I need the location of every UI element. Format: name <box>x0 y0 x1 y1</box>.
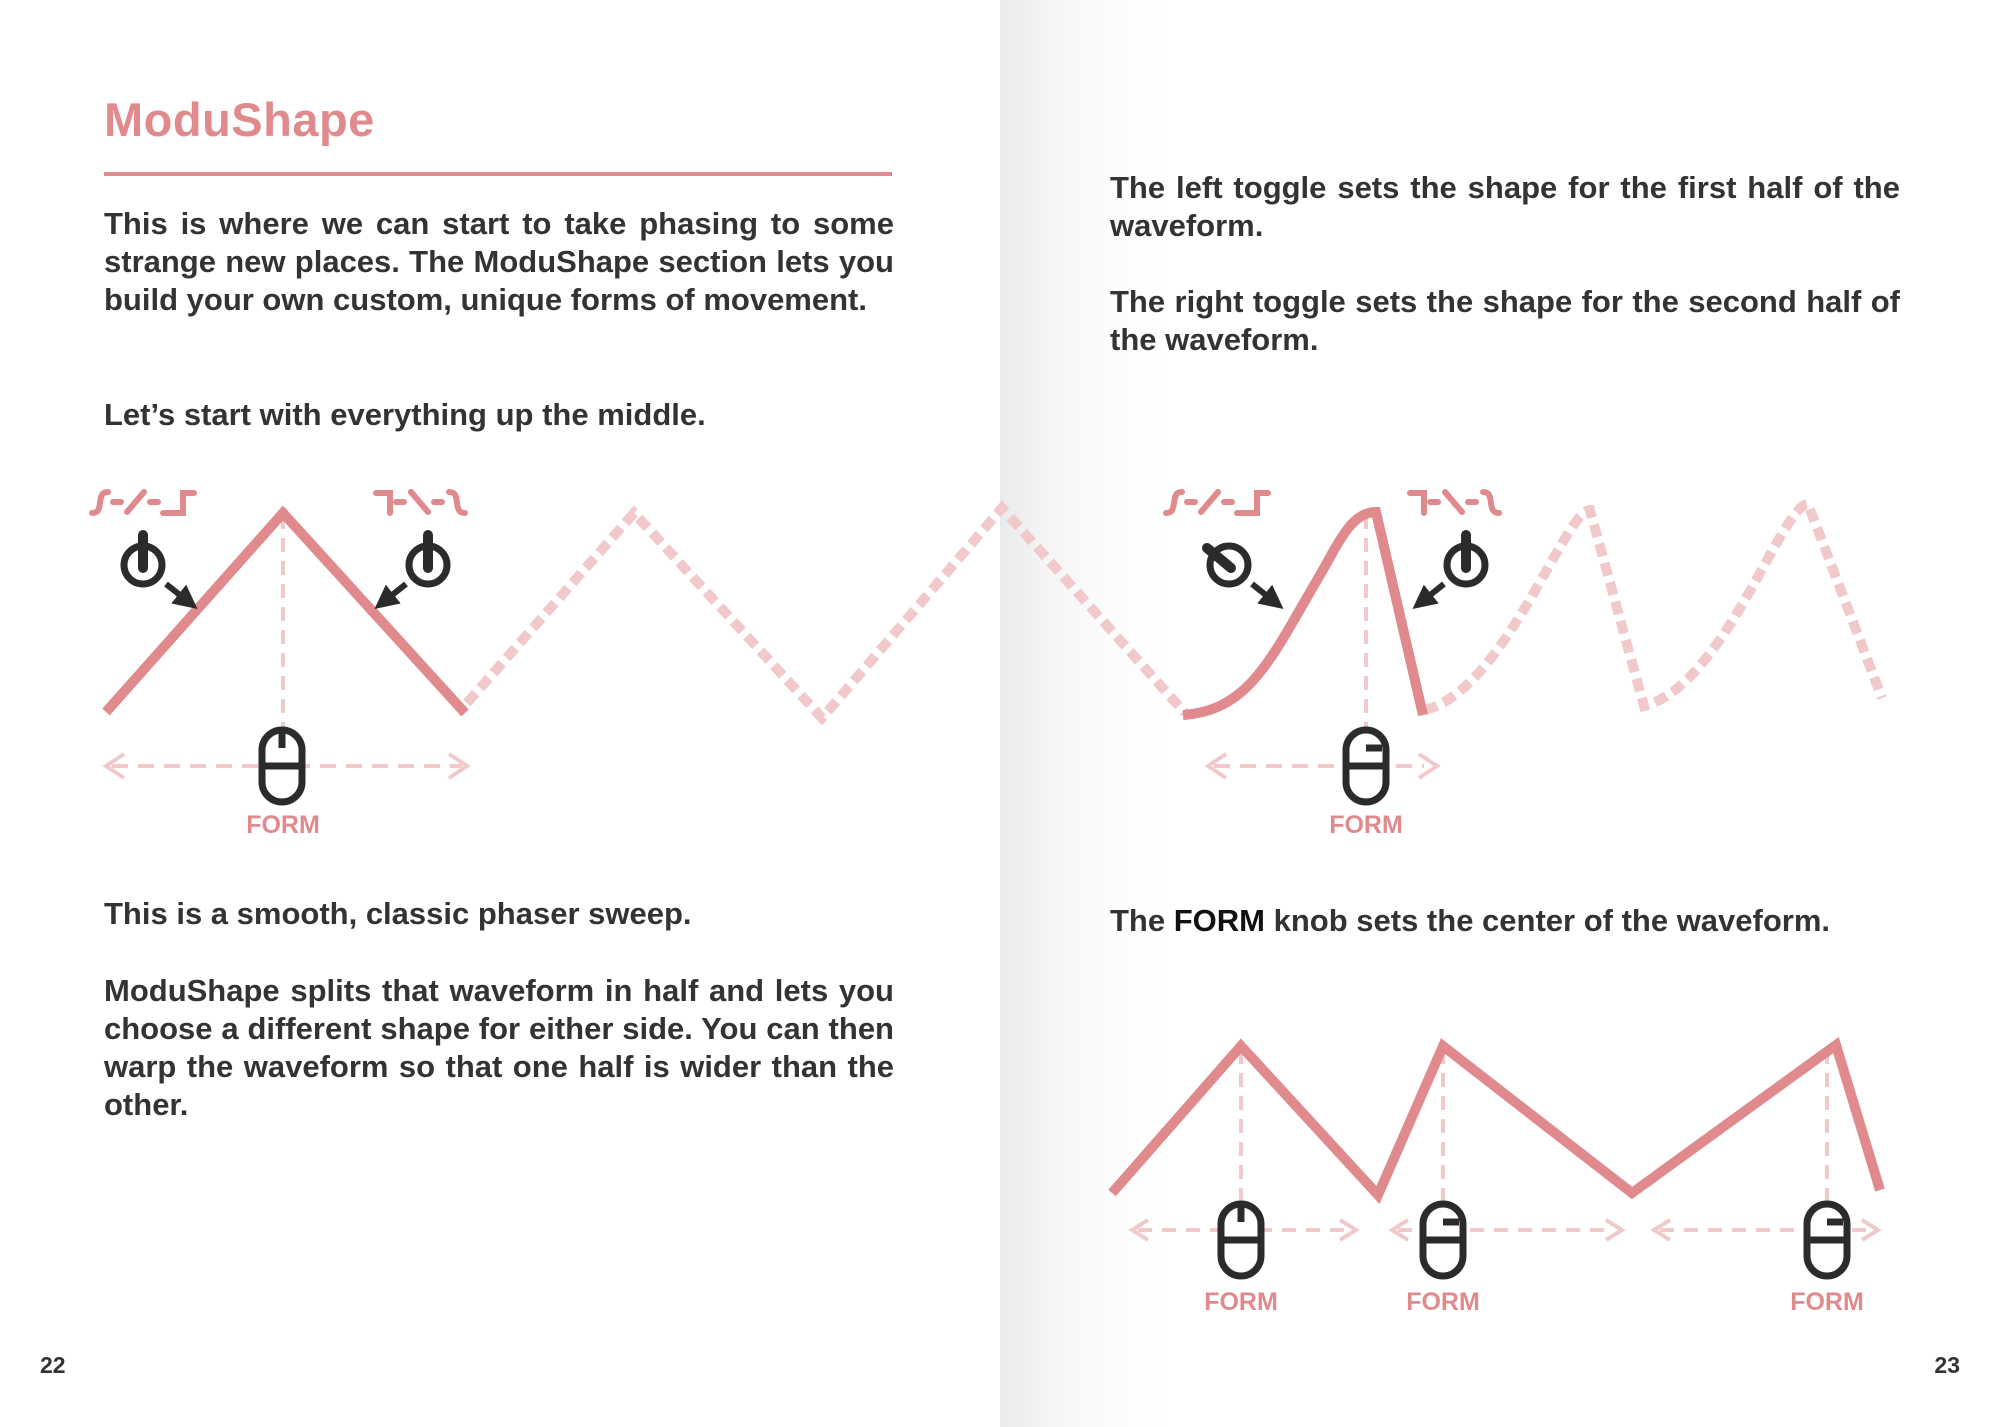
triangle-waveform-diagram <box>92 492 1185 839</box>
curve-line-curve-mirrored-icon <box>376 492 465 513</box>
form-examples-diagram <box>1112 1045 1880 1316</box>
form-examples-wave <box>1112 1045 1880 1195</box>
triangle-wave <box>106 513 465 713</box>
sweep-paragraph: This is a smooth, classic phaser sweep. <box>104 896 692 931</box>
form-label: FORM <box>1329 811 1403 839</box>
form-label: FORM <box>1790 1288 1864 1316</box>
split-paragraph: ModuShape splits that waveform in half and lets you choose a different shape for either side. You can then warp the waveform so that one half is wider than the other. <box>104 973 894 1122</box>
arrow-down-right <box>166 584 190 603</box>
knob-icon[interactable] <box>1346 730 1386 802</box>
toggle-switch-icon[interactable] <box>124 535 162 584</box>
curve-line-curve-mirrored-icon <box>1410 492 1499 513</box>
form-text-suffix: knob sets the center of the waveform. <box>1265 903 1831 938</box>
custom-wave <box>1183 512 1423 715</box>
page-title: ModuShape <box>104 93 375 146</box>
triangle-wave-ghost <box>467 508 1185 718</box>
knob-icon[interactable] <box>1807 1204 1847 1276</box>
form-text-bold: FORM <box>1173 903 1265 938</box>
form-label: FORM <box>1406 1288 1480 1316</box>
arrow-down-right <box>1252 584 1276 603</box>
form-label: FORM <box>246 811 320 839</box>
start-paragraph: Let’s start with everything up the middle. <box>104 397 706 432</box>
arrow-down-left <box>382 584 406 603</box>
form-text-prefix: The <box>1110 903 1174 938</box>
curve-line-curve-icon <box>1166 492 1268 513</box>
page-number-left: 22 <box>40 1352 66 1378</box>
page-number-right: 23 <box>1934 1352 1960 1378</box>
intro-paragraph: This is where we can start to take phasing to some strange new places. The ModuShape section lets you build your own custom, unique forms of movement. <box>104 206 894 317</box>
arrow-down-left <box>1420 584 1444 603</box>
knob-icon[interactable] <box>1221 1204 1261 1276</box>
knob-icon[interactable] <box>262 730 302 802</box>
custom-waveform-diagram <box>1166 492 1882 839</box>
curve-line-curve-icon <box>92 492 194 513</box>
right-toggle-paragraph: The right toggle sets the shape for the second half of the waveform. <box>1110 284 1900 357</box>
form-label: FORM <box>1204 1288 1278 1316</box>
toggle-switch-icon[interactable] <box>1447 535 1485 584</box>
custom-wave-ghost <box>1425 504 1882 710</box>
knob-icon[interactable] <box>1423 1204 1463 1276</box>
toggle-switch-icon[interactable] <box>1207 546 1248 584</box>
toggle-switch-icon[interactable] <box>409 535 447 584</box>
left-toggle-paragraph: The left toggle sets the shape for the first half of the waveform. <box>1110 170 1900 243</box>
